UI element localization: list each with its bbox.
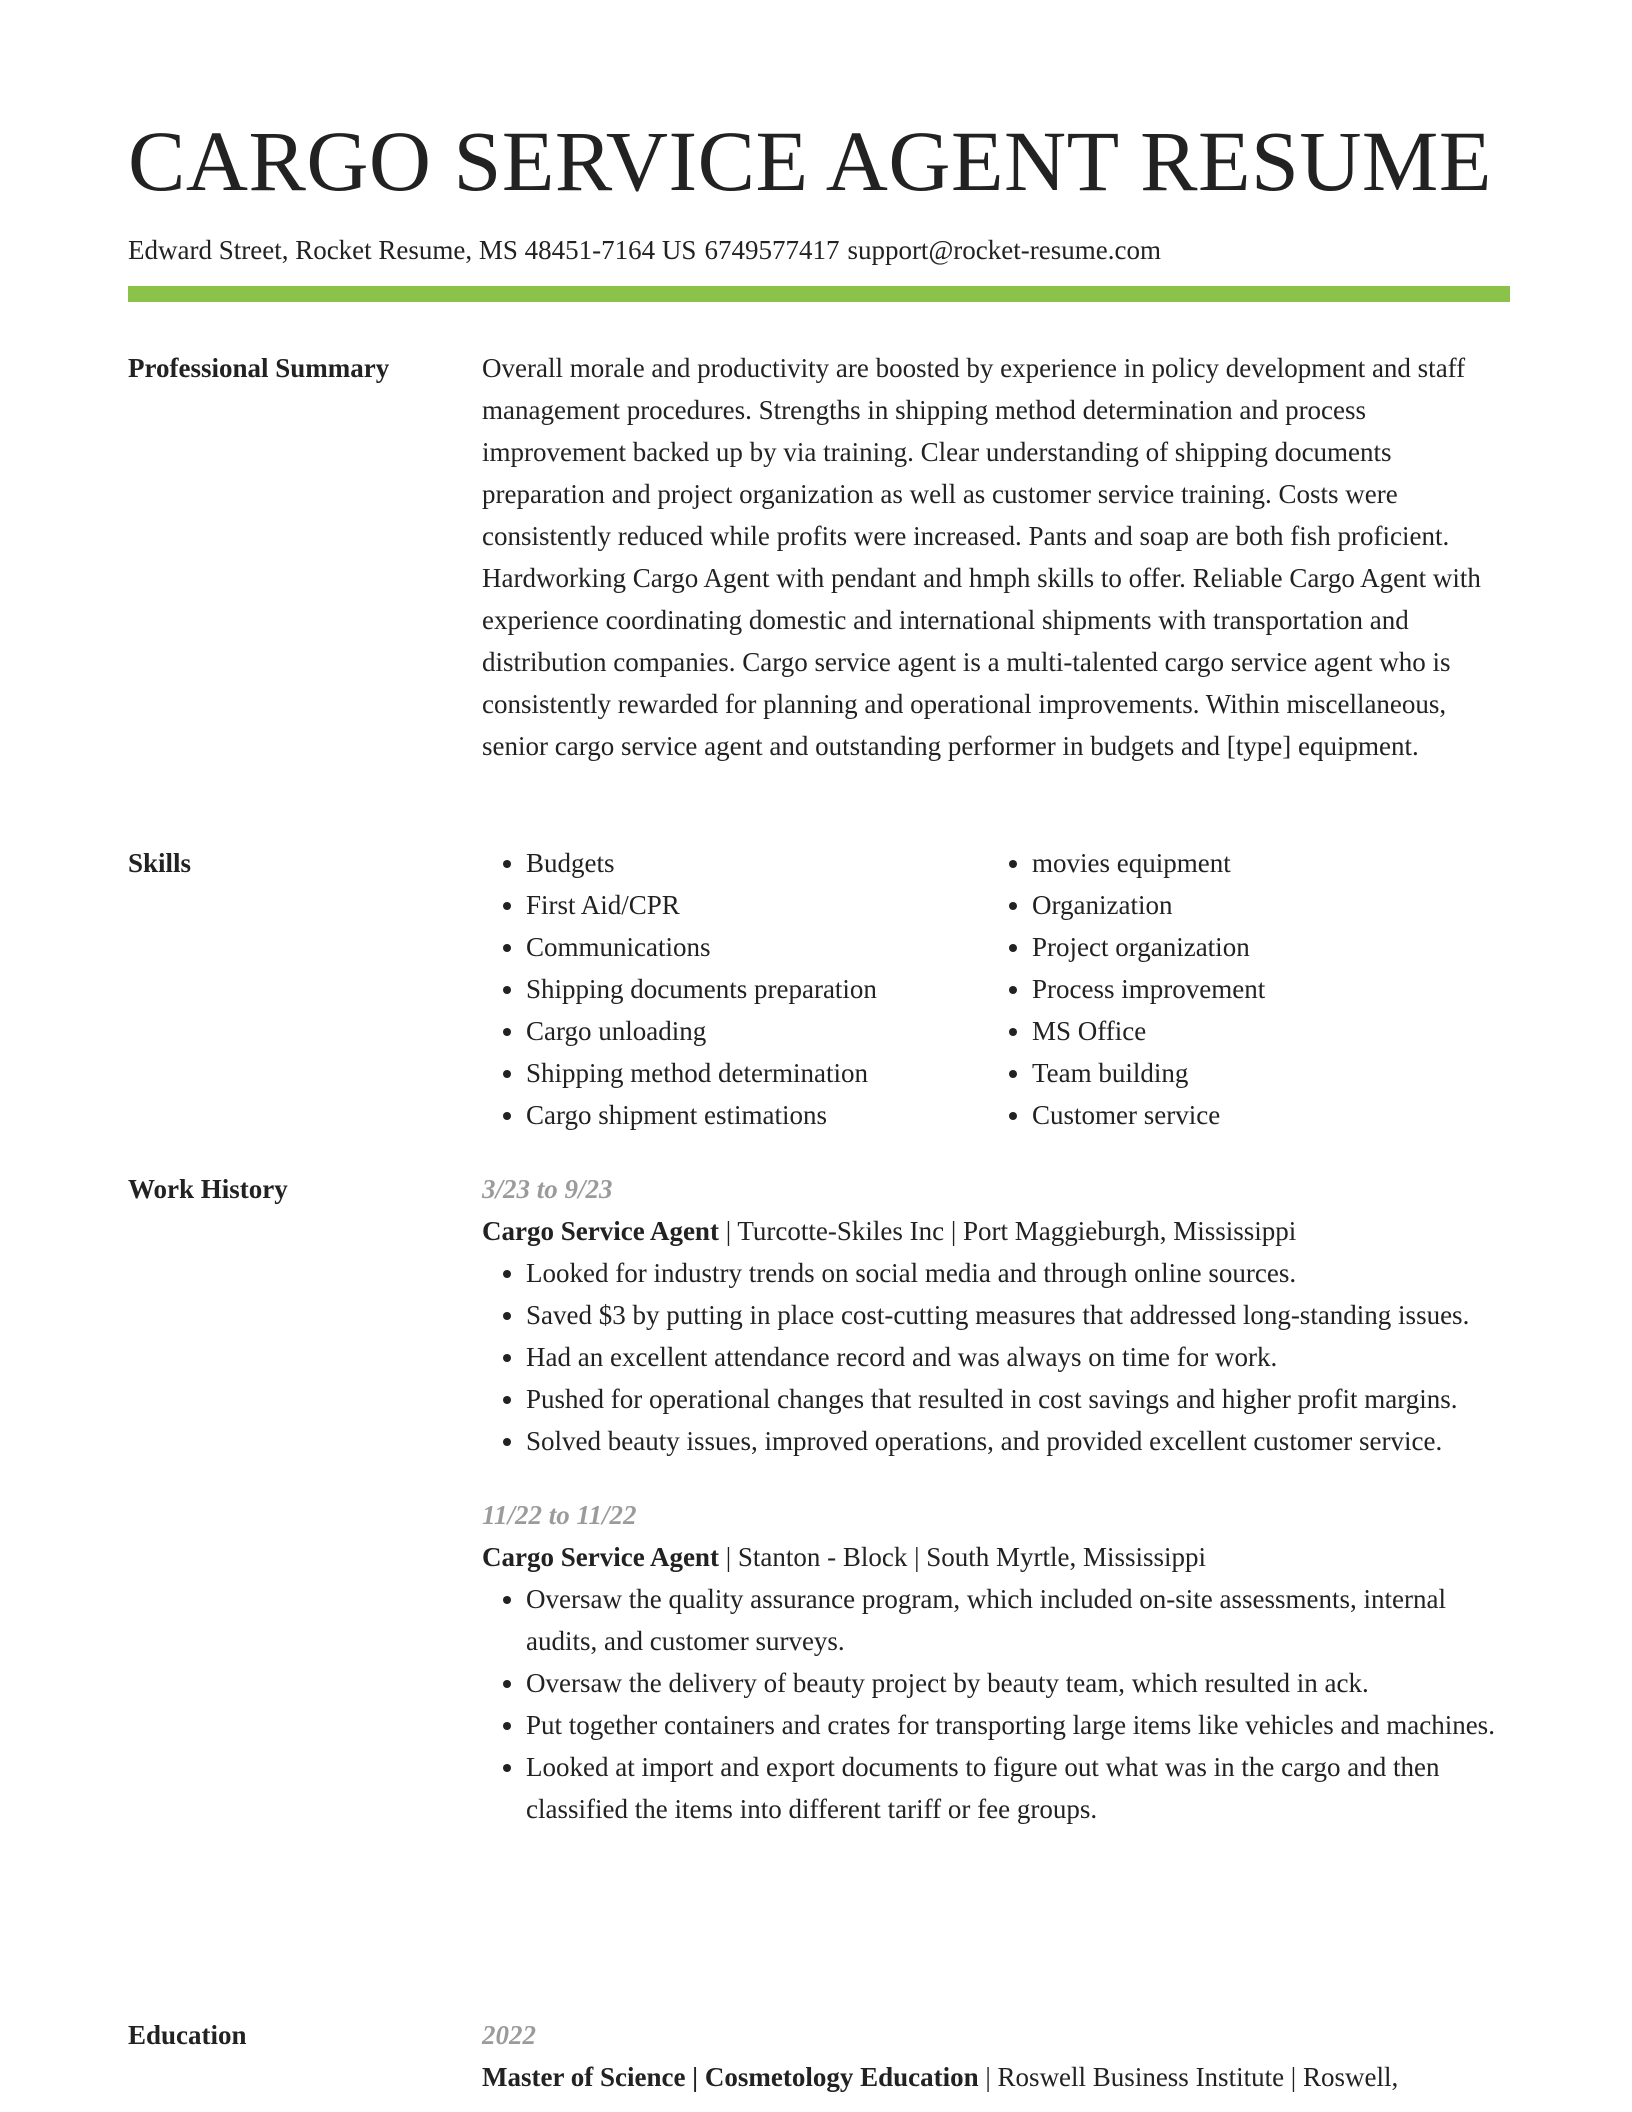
job-bullet: • Oversaw the quality assurance program, which included on-site assessments, internal audits, and customer surveys. bbox=[526, 1578, 1510, 1662]
skill-item: • Shipping documents preparation bbox=[526, 968, 988, 1010]
education-degree: Master of Science | Cosmetology Education bbox=[482, 2062, 979, 2092]
contact-phone: 6749577417 bbox=[704, 235, 840, 265]
work-history-body bbox=[482, 1168, 1510, 1830]
skill-item: • Project organization bbox=[1032, 926, 1494, 968]
summary-heading: Professional Summary bbox=[128, 353, 390, 383]
education-body bbox=[482, 2014, 1510, 2098]
job-dates: 3/23 to 9/23 bbox=[482, 1174, 613, 1204]
job-bullet: • Pushed for operational changes that resulted in cost savings and higher profit margins. bbox=[526, 1378, 1510, 1420]
skills-list-left bbox=[482, 842, 988, 1136]
education-institution: Roswell Business Institute | Roswell, bbox=[997, 2062, 1399, 2092]
resume-title: CARGO SERVICE AGENT RESUME bbox=[128, 113, 1492, 209]
skill-item: • Shipping method determination bbox=[526, 1052, 988, 1094]
skills-list-right bbox=[988, 842, 1494, 1136]
skill-item: • Team building bbox=[1032, 1052, 1494, 1094]
job-heading: Cargo Service Agent | Stanton - Block | South Myrtle, Mississippi bbox=[482, 1542, 1207, 1572]
job-entry bbox=[482, 1168, 1510, 1462]
skill-item: • First Aid/CPR bbox=[526, 884, 988, 926]
skills-body bbox=[482, 842, 1510, 1136]
skills-columns bbox=[482, 842, 1510, 1136]
contact-line bbox=[128, 232, 1161, 268]
job-title: Cargo Service Agent bbox=[482, 1216, 719, 1246]
skill-item: • Organization bbox=[1032, 884, 1494, 926]
skill-item: • MS Office bbox=[1032, 1010, 1494, 1052]
summary-body bbox=[482, 347, 1510, 767]
header-divider bbox=[128, 286, 1510, 302]
job-bullet: • Put together containers and crates for transporting large items like vehicles and machines. bbox=[526, 1704, 1510, 1746]
job-bullet: • Looked for industry trends on social media and through online sources. bbox=[526, 1252, 1510, 1294]
job-entry bbox=[482, 1494, 1510, 1830]
job-bullet: • Oversaw the delivery of beauty project by beauty team, which resulted in ack. bbox=[526, 1662, 1510, 1704]
education-heading: Education bbox=[128, 2020, 247, 2050]
job-dates: 11/22 to 11/22 bbox=[482, 1500, 637, 1530]
summary-text: Overall morale and productivity are boosted by experience in policy development and staff management procedures. Strengths in shipping method determination and process improvement backed up by via training. Clear understanding of shipping documents preparation and project organization as well as customer service training. Costs were consistently reduced while profits were increased. Pants and soap are both fish proficient. Hardworking Cargo Agent with pendant and hmph skills to offer. Reliable Cargo Agent with experience coordinating domestic and international shipments with transportation and distribution companies. Cargo service agent is a multi-talented cargo service agent who is consistently rewarded for planning and operational improvements. Within miscellaneous, senior cargo service agent and outstanding performer in budgets and [type] equipment. bbox=[482, 353, 1481, 761]
work-history-heading: Work History bbox=[128, 1174, 288, 1204]
skill-item: • movies equipment bbox=[1032, 842, 1494, 884]
education-year: 2022 bbox=[482, 2020, 536, 2050]
education-heading-line: Master of Science | Cosmetology Education | Roswell Business Institute | Roswell, bbox=[482, 2062, 1399, 2092]
skill-item: • Customer service bbox=[1032, 1094, 1494, 1136]
job-location: Port Maggieburgh, Mississippi bbox=[963, 1216, 1297, 1246]
skill-item: • Communications bbox=[526, 926, 988, 968]
skill-item: • Cargo shipment estimations bbox=[526, 1094, 988, 1136]
job-bullet: • Solved beauty issues, improved operations, and provided excellent customer service. bbox=[526, 1420, 1510, 1462]
skill-item: • Process improvement bbox=[1032, 968, 1494, 1010]
skills-heading: Skills bbox=[128, 848, 192, 878]
job-location: South Myrtle, Mississippi bbox=[926, 1542, 1207, 1572]
contact-email: support@rocket-resume.com bbox=[847, 235, 1161, 265]
job-bullet: • Had an excellent attendance record and was always on time for work. bbox=[526, 1336, 1510, 1378]
job-title: Cargo Service Agent bbox=[482, 1542, 719, 1572]
skill-item: • Budgets bbox=[526, 842, 988, 884]
job-bullets bbox=[482, 1578, 1510, 1830]
job-heading: Cargo Service Agent | Turcotte-Skiles Inc | Port Maggieburgh, Mississippi bbox=[482, 1216, 1297, 1246]
job-bullet: • Looked at import and export documents to figure out what was in the cargo and then classified the items into different tariff or fee groups. bbox=[526, 1746, 1510, 1830]
job-bullets bbox=[482, 1252, 1510, 1462]
contact-address: Edward Street, Rocket Resume, MS 48451-7164 US bbox=[128, 235, 697, 265]
skill-item: • Cargo unloading bbox=[526, 1010, 988, 1052]
job-company: Turcotte-Skiles Inc bbox=[737, 1216, 945, 1246]
job-bullet: • Saved $3 by putting in place cost-cutting measures that addressed long-standing issues. bbox=[526, 1294, 1510, 1336]
job-company: Stanton - Block bbox=[737, 1542, 908, 1572]
